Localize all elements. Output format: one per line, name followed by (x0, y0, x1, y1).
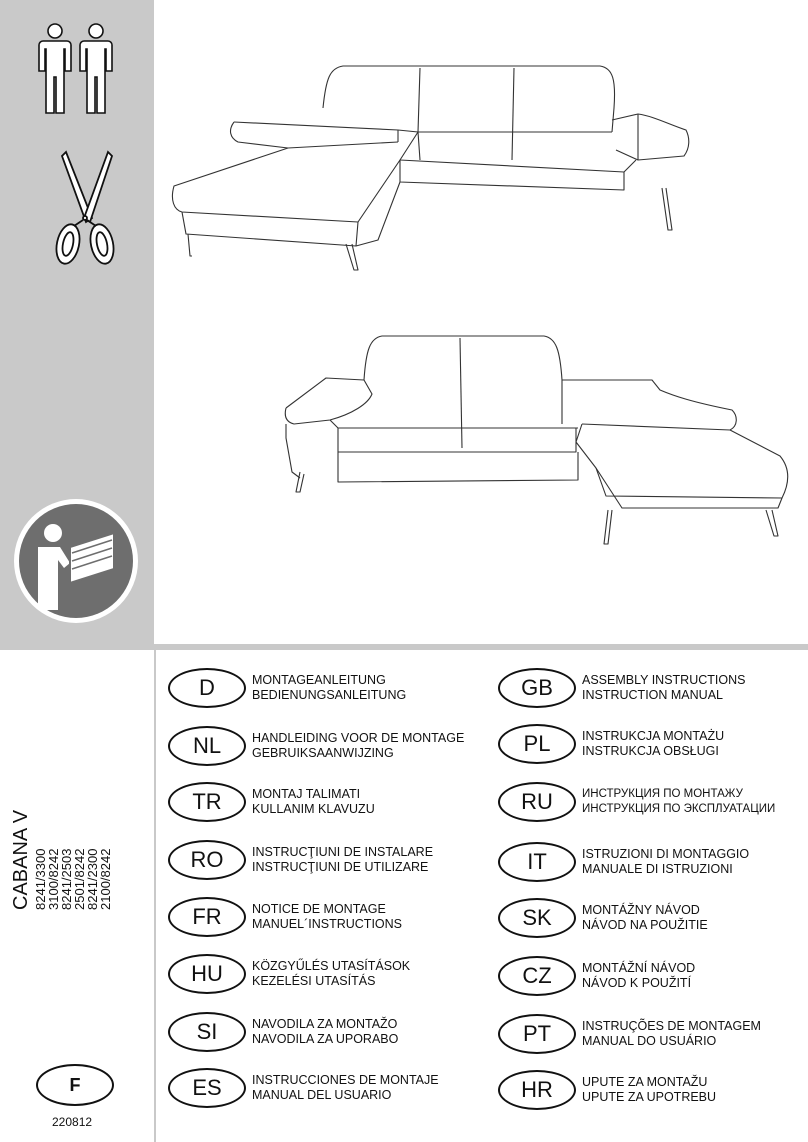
language-code-badge: PT (498, 1014, 576, 1054)
language-item-tr (168, 782, 375, 822)
language-line1: KÖZGYŰLÉS UTASÍTÁSOK (252, 959, 411, 973)
language-line1: ASSEMBLY INSTRUCTIONS (582, 673, 746, 687)
language-line2: INSTRUKCJA OBSŁUGI (582, 744, 719, 758)
sofa-drawing-left-chaise (168, 60, 696, 274)
language-line1: MONTÁŽNY NÁVOD (582, 903, 700, 917)
language-line2: KEZELÉSI UTASÍTÁS (252, 974, 376, 988)
language-item-hr (498, 1070, 716, 1110)
language-text (582, 729, 724, 759)
language-line2: BEDIENUNGSANLEITUNG (252, 688, 407, 702)
language-code-badge: FR (168, 897, 246, 937)
language-code-badge: GB (498, 668, 576, 708)
language-line2: UPUTE ZA UPOTREBU (582, 1090, 717, 1104)
product-code: 8241/2300 (85, 848, 100, 910)
product-code: 2100/8242 (98, 848, 113, 910)
language-text (252, 1017, 398, 1047)
language-text (582, 787, 775, 817)
language-text (252, 787, 375, 817)
language-text (252, 902, 402, 932)
language-line2: KULLANIM KLAVUZU (252, 802, 375, 816)
language-text (582, 847, 749, 877)
language-line1: HANDLEIDING VOOR DE MONTAGE (252, 731, 465, 745)
language-line1: MONTAJ TALIMATI (252, 787, 361, 801)
document-number: 220812 (52, 1115, 93, 1129)
language-code-badge: RU (498, 782, 576, 822)
product-code: 8241/3300 (33, 848, 48, 910)
language-text (582, 673, 745, 703)
language-line1: INSTRUKCJA MONTAŻU (582, 729, 725, 743)
language-text (252, 1073, 439, 1103)
language-line1: INSTRUCCIONES DE MONTAJE (252, 1073, 439, 1087)
language-line1: INSTRUCŢIUNI DE INSTALARE (252, 845, 434, 859)
language-code-badge: CZ (498, 956, 576, 996)
language-code-badge: RO (168, 840, 246, 880)
language-code-badge: SI (168, 1012, 246, 1052)
language-item-sk (498, 898, 708, 938)
product-codes (34, 650, 112, 910)
language-item-ru (498, 782, 775, 822)
language-code-badge: ES (168, 1068, 246, 1108)
language-text (252, 731, 464, 761)
language-line1: ИНСТРУКЦИЯ ПО МОНТАЖУ (582, 788, 743, 800)
language-code-badge: HU (168, 954, 246, 994)
language-line1: MONTÁŽNÍ NÁVOD (582, 961, 696, 975)
product-info-block (10, 650, 112, 910)
language-line1: NOTICE DE MONTAGE (252, 902, 386, 916)
language-line2: NÁVOD K POUŽITÍ (582, 976, 692, 990)
language-text (252, 959, 410, 989)
language-line2: ИНСТРУКЦИЯ ПО ЭКСПЛУАТАЦИИ (582, 803, 776, 815)
language-item-cz (498, 956, 695, 996)
language-line2: MANUAL DO USUÁRIO (582, 1034, 717, 1048)
language-item-es (168, 1068, 439, 1108)
language-line2: INSTRUCTION MANUAL (582, 688, 723, 702)
language-item-it (498, 842, 749, 882)
language-item-d (168, 668, 406, 708)
language-text (252, 845, 433, 875)
language-item-ro (168, 840, 433, 880)
language-line2: MANUALE DI ISTRUZIONI (582, 862, 733, 876)
language-item-pl (498, 724, 724, 764)
language-line2: MANUEL´INSTRUCTIONS (252, 917, 403, 931)
language-text (582, 903, 708, 933)
product-title: CABANA V (10, 809, 32, 910)
two-people-icon (34, 22, 118, 116)
language-line1: UPUTE ZA MONTAŽU (582, 1075, 708, 1089)
read-manual-icon (12, 497, 140, 625)
language-line1: MONTAGEANLEITUNG (252, 673, 386, 687)
language-code-badge: D (168, 668, 246, 708)
language-line2: MANUAL DEL USUARIO (252, 1088, 392, 1102)
language-item-pt (498, 1014, 761, 1054)
language-text (582, 1019, 761, 1049)
language-text (582, 961, 695, 991)
language-code-badge: PL (498, 724, 576, 764)
language-line2: NAVODILA ZA UPORABO (252, 1032, 399, 1046)
category-badge: F (36, 1064, 114, 1106)
language-item-hu (168, 954, 410, 994)
language-text (582, 1075, 716, 1105)
language-line2: INSTRUCŢIUNI DE UTILIZARE (252, 860, 429, 874)
language-line2: NÁVOD NA POUŽITIE (582, 918, 708, 932)
product-code: 2501/8242 (72, 848, 87, 910)
language-item-nl (168, 726, 464, 766)
language-line2: GEBRUIKSAANWIJZING (252, 746, 394, 760)
language-item-si (168, 1012, 398, 1052)
sofa-drawing-right-chaise (282, 332, 800, 548)
scissors-icon (50, 148, 120, 270)
language-item-gb (498, 668, 745, 708)
language-text (252, 673, 406, 703)
language-line1: INSTRUÇÕES DE MONTAGEM (582, 1019, 761, 1033)
vertical-divider (154, 650, 156, 1142)
product-code: 8241/2503 (59, 848, 74, 910)
language-code-badge: IT (498, 842, 576, 882)
language-line1: NAVODILA ZA MONTAŽO (252, 1017, 398, 1031)
language-code-badge: NL (168, 726, 246, 766)
product-code: 3100/8242 (46, 848, 61, 910)
language-item-fr (168, 897, 402, 937)
language-code-badge: TR (168, 782, 246, 822)
language-line1: ISTRUZIONI DI MONTAGGIO (582, 847, 750, 861)
language-code-badge: SK (498, 898, 576, 938)
language-code-badge: HR (498, 1070, 576, 1110)
